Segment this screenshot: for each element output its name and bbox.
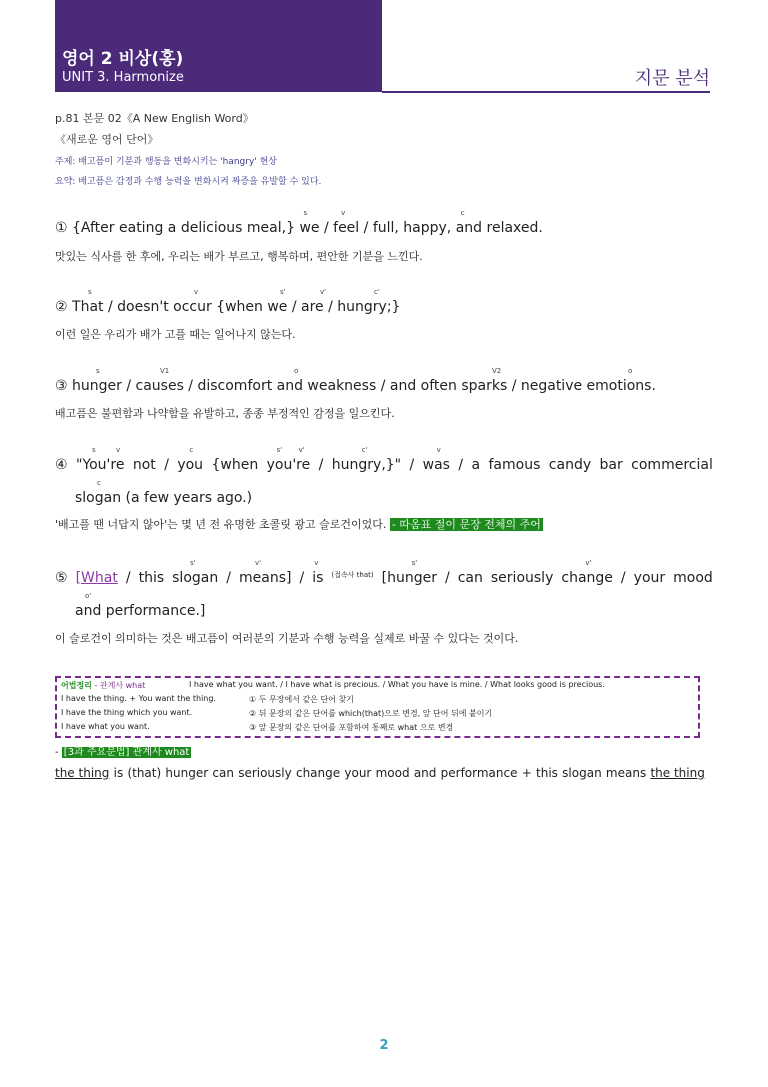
grammar-row-right: ② 뒤 문장의 같은 단어를 which(that)으로 변경, 앞 단어 뒤에 붙이기 — [249, 709, 493, 718]
grammar-row-left: I have what you want. — [61, 722, 150, 731]
grammar-row-right: ③ 앞 문장의 같은 단어를 포함하여 통째로 what 으로 변경 — [249, 723, 454, 732]
what-link: [What — [75, 570, 118, 586]
grammar-row-left: I have the thing which you want. — [61, 708, 193, 717]
sentence-3 — [55, 367, 715, 394]
combination-line: the thing is (that) hunger can seriously change your mood and performance + this slogan means the thing — [55, 766, 705, 780]
translation-2: 이런 일은 우리가 배가 고플 때는 일어나지 않는다. — [55, 328, 296, 341]
grammar-header: 어법정리 - 관계사 what — [61, 681, 146, 690]
grammar-box — [55, 676, 700, 738]
s2-text: s v s' v' c' That / doesn't occur {when we / are / hungry;} — [72, 288, 401, 315]
translation-3: 배고픔은 불편함과 나약함을 유발하고, 종종 부정적인 감정을 일으킨다. — [55, 407, 395, 420]
highlight-note: - 따옴표 절이 문장 전체의 주어 — [391, 518, 541, 531]
grammar-examples: I have what you want. / I have what is precious. / What you have is mine. / What looks good is precious. — [189, 680, 605, 689]
s3-text: s V1 o V2 o hunger / causes / discomfort and weakness / and often sparks / negative emotions. — [72, 367, 656, 394]
source-line: p.81 본문 02《A New English Word》 — [55, 112, 254, 125]
grammar-tip: - [3과 주요문법] 관계사 what — [55, 747, 190, 758]
sentence-5-cont: o' and performance.] — [75, 592, 206, 619]
translation-5: 이 슬로건이 의미하는 것은 배고픔이 여러분의 기분과 수행 능력을 실제로 바꿀 수 있다는 것이다. — [55, 632, 519, 645]
header-rule — [382, 91, 710, 93]
sentence-2 — [55, 288, 715, 315]
s1-text: {After eating a delicious meal,} s we / v feel / full, happy, c and relaxed. — [72, 209, 543, 236]
book-title: 영어 2 비상(홍) — [62, 49, 184, 69]
sentence-1 — [55, 209, 715, 236]
page-number: 2 — [379, 1038, 389, 1053]
translation-1: 맛있는 식사를 한 후에, 우리는 배가 부르고, 행복하며, 편안한 기분을 느낀다. — [55, 250, 423, 263]
sentence-5: ⑤ [What / this s' slogan / v' means] / v is (접속사 that) s' [hunger / can seriously v' change / your mood — [55, 559, 713, 586]
sentence-4-cont: c slogan (a few years ago.) — [75, 479, 253, 506]
unit-title: UNIT 3. Harmonize — [62, 70, 184, 85]
topic-line: 주제: 배고픔이 기분과 행동을 변화시키는 'hangry' 현상 — [55, 157, 277, 167]
sentence-number: ③ — [55, 378, 68, 394]
sentence-4: ④ s v "You're not / c you {when s' v' you're / c' hungry,}" / v was / a famous candy bar commercial — [55, 446, 713, 473]
korean-title: 《새로운 영어 단어》 — [55, 133, 159, 146]
sentence-number: ② — [55, 299, 68, 315]
sentence-number: ① — [55, 220, 68, 236]
summary-line: 요약: 배고픔은 감정과 수행 능력을 변화시켜 짜증을 유발할 수 있다. — [55, 177, 322, 187]
translation-4: '배고플 땐 너답지 않아'는 몇 년 전 유명한 초콜릿 광고 슬로건이었다. - 따옴표 절이 문장 전체의 주어 — [55, 518, 541, 531]
grammar-row-right: ① 두 무장에서 같은 단어 찾기 — [249, 695, 354, 704]
grammar-row-left: I have the thing. + You want the thing. — [61, 694, 216, 703]
section-title: 지문 분석 — [634, 68, 710, 89]
